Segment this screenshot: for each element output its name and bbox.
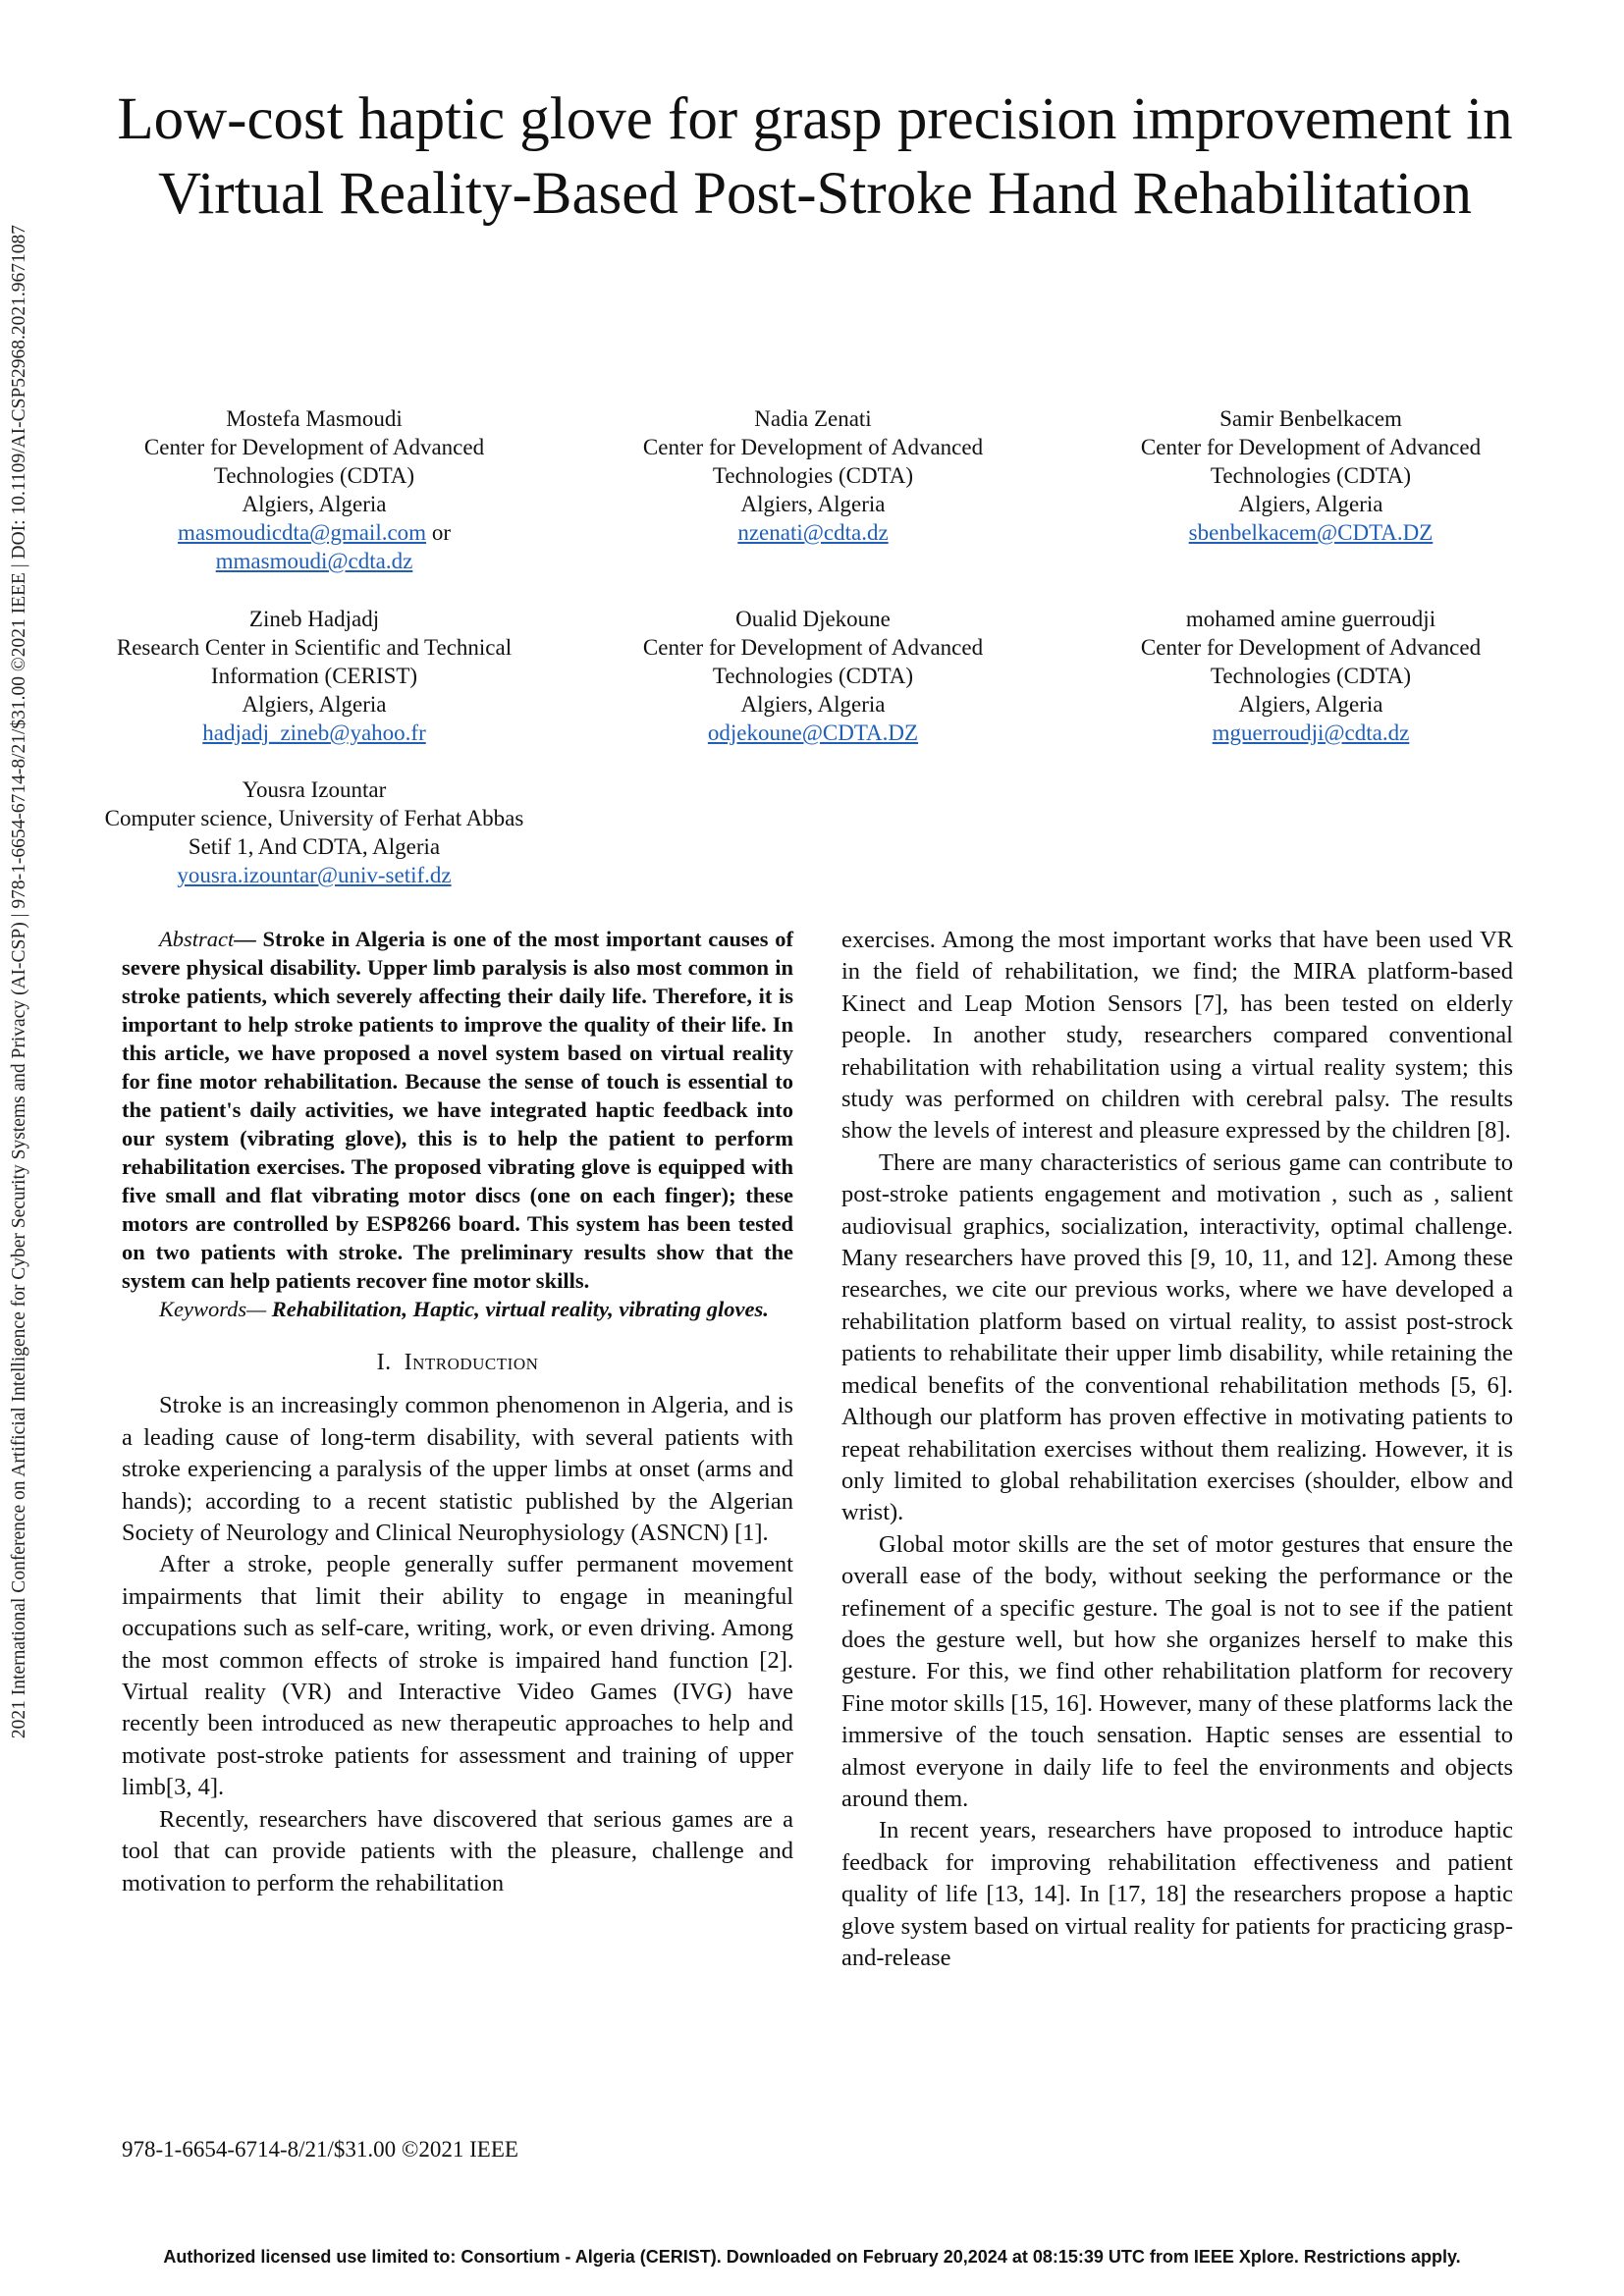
section-number: I. bbox=[376, 1350, 392, 1375]
copyright-footer: 978-1-6654-6714-8/21/$31.00 ©2021 IEEE bbox=[122, 2137, 518, 2162]
body-paragraph: Global motor skills are the set of motor gestures that ensure the overall ease of the body, without seeking the performance or the refinement of a specific gesture. The goal is not to see if the patient does the gesture well, but how she organizes herself to make this gesture. For this, we find other rehabilitation platform for recovery Fine motor skills [15, 16]. However, many of these platforms lack the immersive of the touch sensation. Haptic senses are essential to almost everyone in daily life to feel the environments and objects around them. bbox=[841, 1530, 1513, 1812]
author-card bbox=[88, 404, 540, 575]
email-separator: or bbox=[431, 520, 451, 545]
author-affiliation: Center for Development of Advanced Technologies (CDTA) bbox=[1140, 435, 1482, 488]
section-heading bbox=[122, 1347, 793, 1378]
author-location: Algiers, Algeria bbox=[1238, 492, 1383, 516]
author-affiliation: Computer science, University of Ferhat Abbas Setif 1, And CDTA, Algeria bbox=[104, 806, 524, 859]
author-name: Oualid Djekoune bbox=[735, 607, 891, 631]
keywords-text: Rehabilitation, Haptic, virtual reality, vibrating gloves. bbox=[266, 1297, 769, 1321]
author-location: Algiers, Algeria bbox=[740, 692, 886, 717]
author-email-link[interactable]: mmasmoudi@cdta.dz bbox=[215, 549, 413, 573]
keywords bbox=[122, 1295, 793, 1323]
doi-sidebar: 2021 International Conference on Artificial Intelligence for Cyber Security Systems and Privacy (AI-CSP) | 978-1-6654-6714-8/21/$31.00 ©2021 IEEE | DOI: 10.1109/AI-CSP52968.2021.9671087 bbox=[9, 224, 29, 1739]
body-paragraph: After a stroke, people generally suffer permanent movement impairments that limit their ability to engage in meaningful occupations such as self-care, writing, work, or even driving. Among the most common effects of stroke is impaired hand function [2]. Virtual reality (VR) and Interactive Video Games (IVG) have recently been introduced as new therapeutic approaches to help and motivate post-stroke patients for assessment and training of upper limb[3, 4]. bbox=[122, 1551, 793, 1801]
abstract-label: Abstract bbox=[159, 927, 235, 951]
author-location: Algiers, Algeria bbox=[242, 492, 387, 516]
author-affiliation: Research Center in Scientific and Technical Information (CERIST) bbox=[116, 635, 513, 688]
author-name: mohamed amine guerroudji bbox=[1185, 607, 1436, 631]
author-email-link[interactable]: odjekoune@CDTA.DZ bbox=[707, 721, 919, 745]
author-email-link[interactable]: nzenati@cdta.dz bbox=[737, 520, 889, 545]
author-affiliation: Center for Development of Advanced Technologies (CDTA) bbox=[1140, 635, 1482, 688]
author-card bbox=[88, 605, 540, 747]
author-email-link[interactable]: yousra.izountar@univ-setif.dz bbox=[177, 863, 452, 887]
author-name: Nadia Zenati bbox=[754, 406, 872, 431]
body-paragraph: Stroke is an increasingly common phenomenon in Algeria, and is a leading cause of long-term disability, with several patients with stroke experiencing a paralysis of the upper limbs at onset (arms and hands); according to a recent statistic published by the Algerian Society of Neurology and Clinical Neurophysiology (ASNCN) [1]. bbox=[122, 1392, 793, 1547]
body-paragraph: Recently, researchers have discovered that serious games are a tool that can provide patients with the pleasure, challenge and motivation to perform the rehabilitation bbox=[122, 1805, 793, 1896]
author-card bbox=[587, 605, 1039, 747]
author-location: Algiers, Algeria bbox=[740, 492, 886, 516]
paper-title: Low-cost haptic glove for grasp precision improvement in Virtual Reality-Based Post-Stroke Hand Rehabilitation bbox=[117, 86, 1513, 227]
keywords-label: Keywords— bbox=[159, 1297, 267, 1321]
left-column bbox=[122, 925, 793, 1899]
author-email-link[interactable]: mguerroudji@cdta.dz bbox=[1212, 721, 1410, 745]
license-notice: Authorized licensed use limited to: Consortium - Algeria (CERIST). Downloaded on February 20,2024 at 08:15:39 UTC from IEEE Xplore. Restrictions apply. bbox=[163, 2247, 1461, 2267]
abstract bbox=[122, 925, 793, 1295]
body-paragraph: exercises. Among the most important works that have been used VR in the field of rehabilitation, we find; the MIRA platform-based Kinect and Leap Motion Sensors [7], has been tested on elderly people. In another study, researchers compared conventional rehabilitation with rehabilitation using a virtual reality system; this study was performed on children with cerebral palsy. The results show the levels of interest and pleasure expressed by the children [8]. bbox=[841, 927, 1513, 1145]
author-card bbox=[587, 404, 1039, 547]
author-affiliation: Center for Development of Advanced Technologies (CDTA) bbox=[642, 635, 984, 688]
body-paragraph: There are many characteristics of serious game can contribute to post-stroke patients engagement and motivation , such as , salient audiovisual graphics, socialization, interactivity, optimal challenge. Many researchers have proved this [9, 10, 11, and 12]. Among these researches, we cite our previous works, where we have developed a rehabilitation platform based on virtual reality, to assist post-strock patients to rehabilitate their upper limb disability, while retaining the medical benefits of the conventional rehabilitation methods [5, 6]. Although our platform has proven effective in motivating patients to repeat rehabilitation exercises without them realizing. However, it is only limited to global rehabilitation exercises (shoulder, elbow and wrist). bbox=[841, 1148, 1513, 1526]
author-affiliation: Center for Development of Advanced Technologies (CDTA) bbox=[143, 435, 485, 488]
author-location: Algiers, Algeria bbox=[1238, 692, 1383, 717]
right-column bbox=[841, 925, 1513, 1974]
author-affiliation: Center for Development of Advanced Technologies (CDTA) bbox=[642, 435, 984, 488]
author-email-link[interactable]: hadjadj_zineb@yahoo.fr bbox=[202, 721, 426, 745]
author-name: Yousra Izountar bbox=[242, 777, 387, 802]
author-card bbox=[88, 775, 540, 889]
author-location: Algiers, Algeria bbox=[242, 692, 387, 717]
abstract-dash: — bbox=[234, 927, 256, 951]
body-paragraph: In recent years, researchers have proposed to introduce haptic feedback for improving rehabilitation effectiveness and patient quality of life [13, 14]. In [17, 18] the researchers propose a haptic glove system based on virtual reality for patients for practicing grasp-and-release bbox=[841, 1817, 1513, 1971]
abstract-text: Stroke in Algeria is one of the most important causes of severe physical disability. Upper limb paralysis is also most common in stroke patients, which severely affecting their daily life. Therefore, it is important to help stroke patients to improve the quality of their life. In this article, we have proposed a novel system based on virtual reality for fine motor rehabilitation. Because the sense of touch is essential to the patient's daily activities, we have integrated haptic feedback into our system (vibrating glove), this is to help the patient to perform rehabilitation exercises. The proposed vibrating glove is equipped with five small and flat vibrating motor discs (one on each finger); these motors are controlled by ESP8266 board. This system has been tested on two patients with stroke. The preliminary results show that the system can help patients recover fine motor skills. bbox=[122, 927, 793, 1293]
author-email-link[interactable]: masmoudicdta@gmail.com bbox=[178, 520, 427, 545]
author-email-link[interactable]: sbenbelkacem@CDTA.DZ bbox=[1188, 520, 1434, 545]
author-card bbox=[1085, 404, 1537, 547]
author-name: Samir Benbelkacem bbox=[1219, 406, 1402, 431]
author-name: Mostefa Masmoudi bbox=[226, 406, 403, 431]
author-name: Zineb Hadjadj bbox=[248, 607, 380, 631]
section-title: Introduction bbox=[404, 1350, 539, 1375]
author-card bbox=[1085, 605, 1537, 747]
